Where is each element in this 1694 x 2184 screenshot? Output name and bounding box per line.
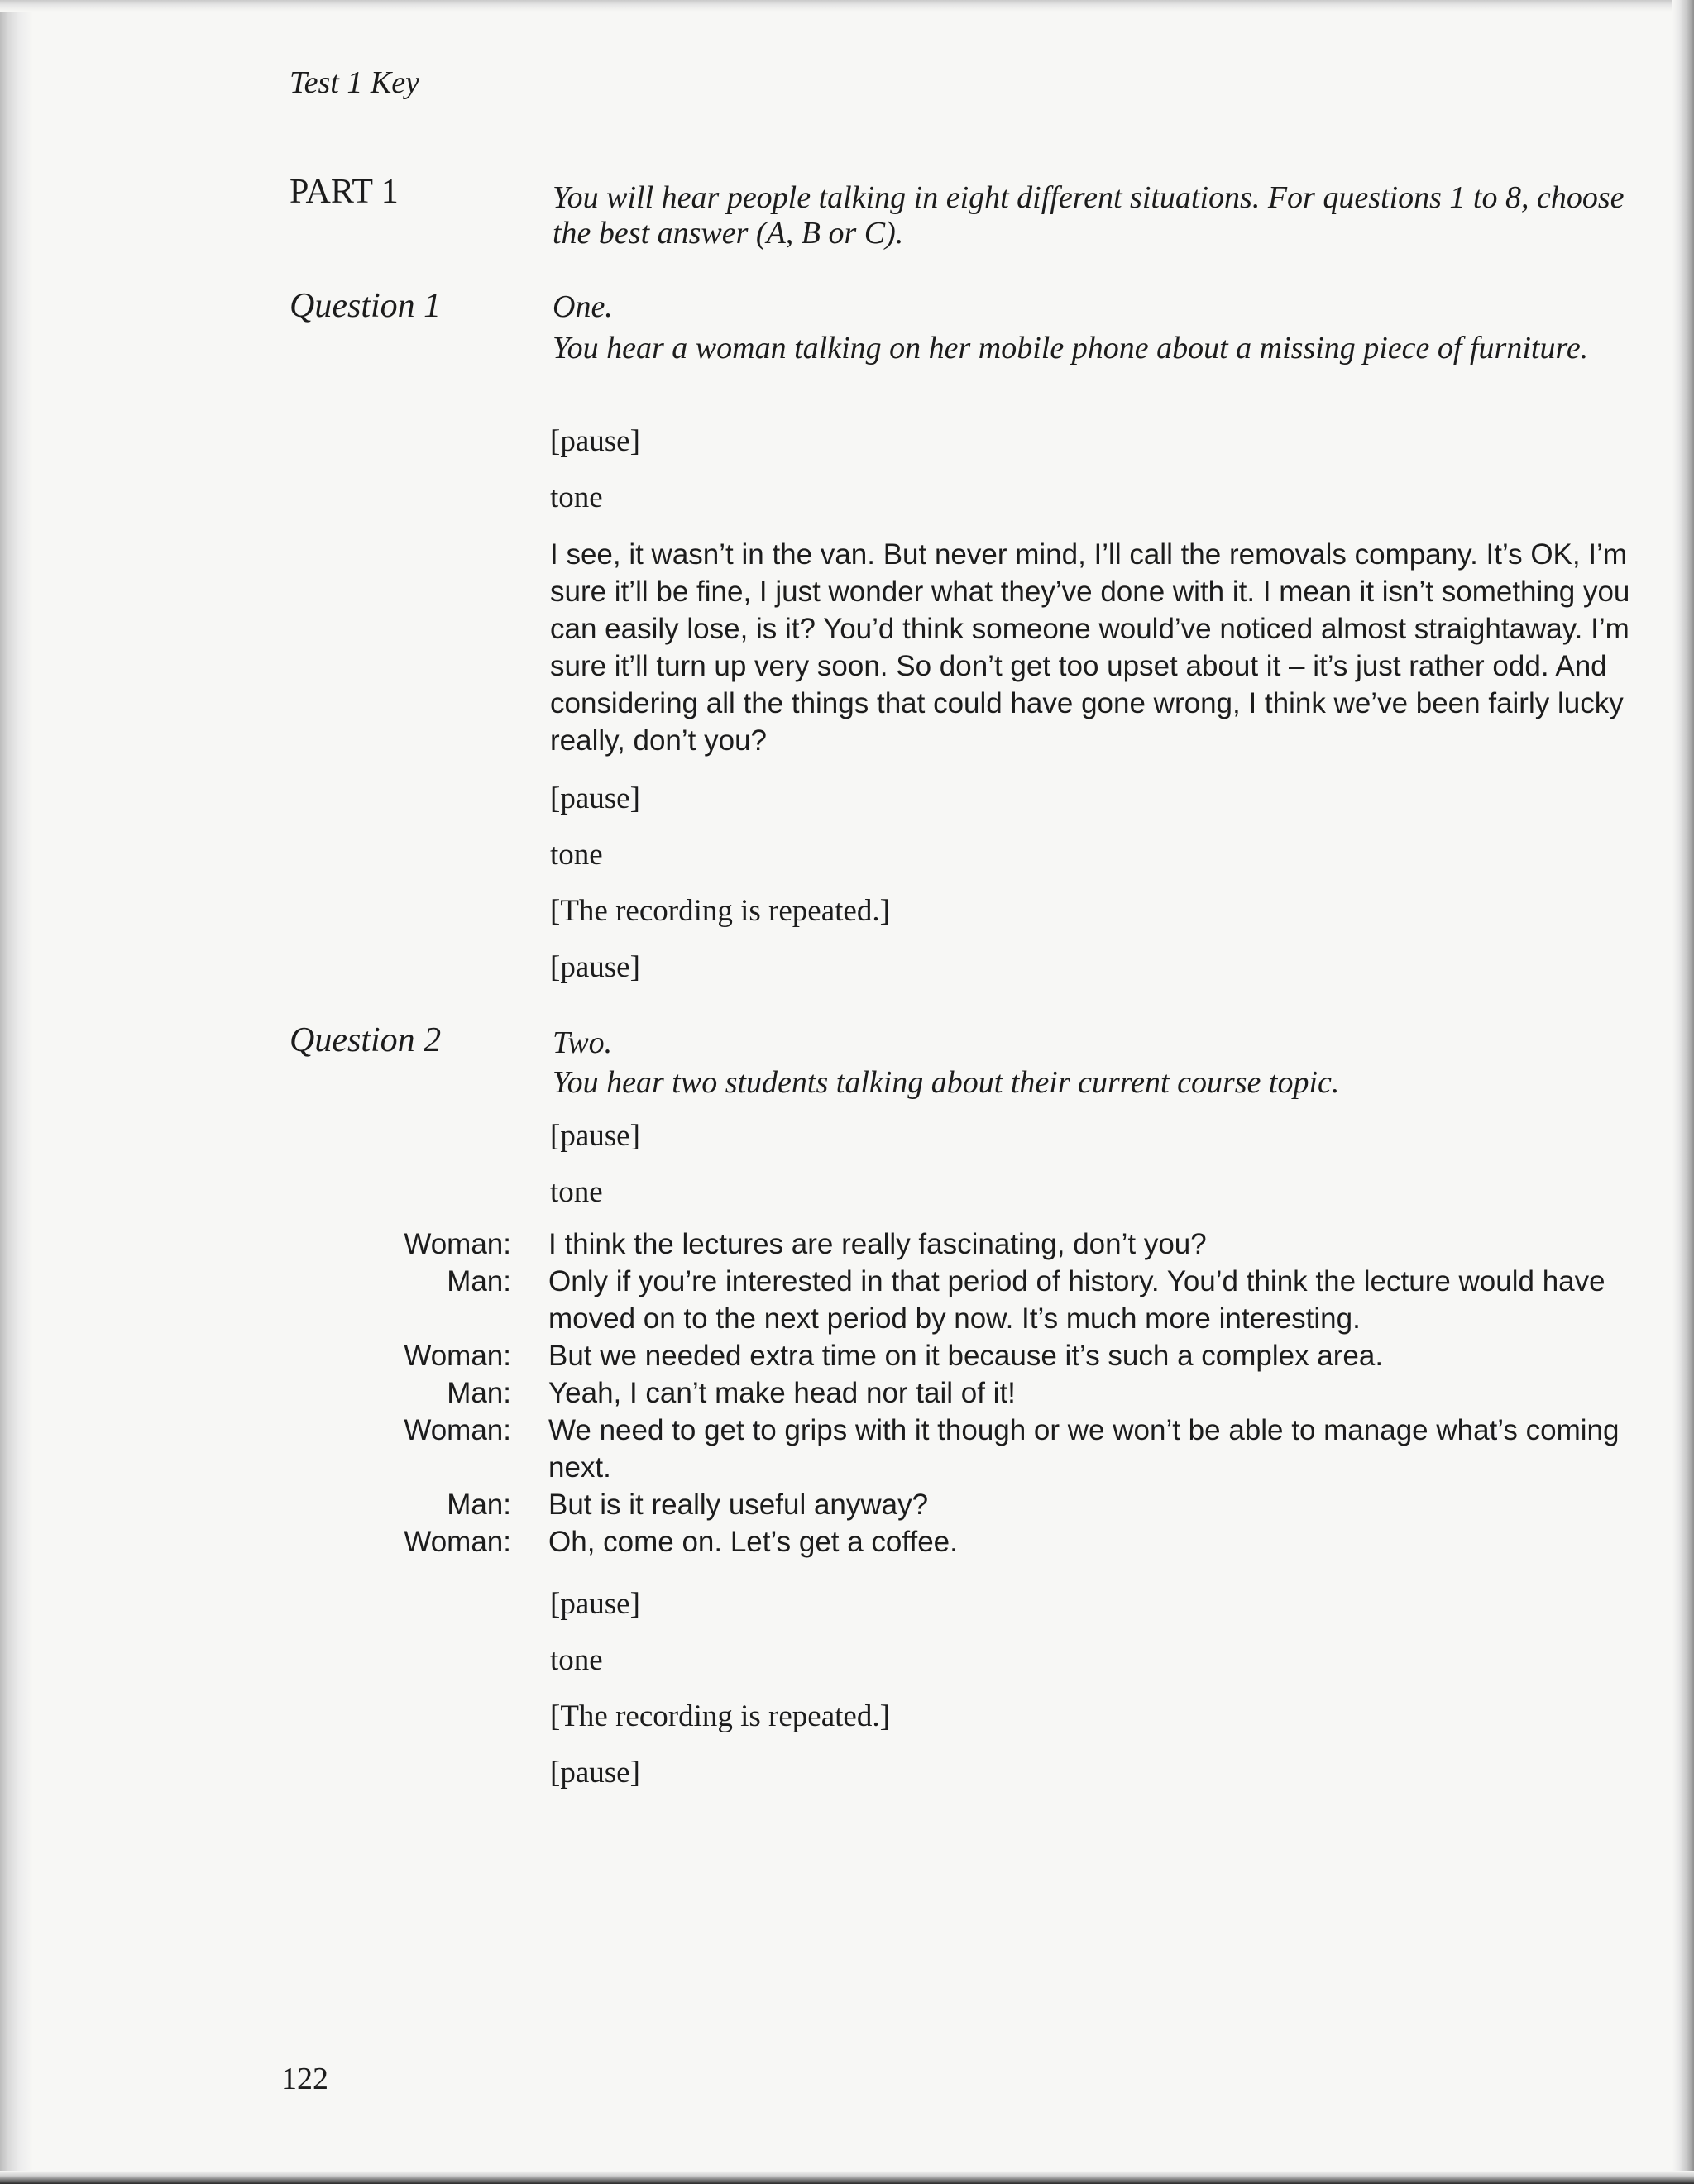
page-edge-top [0, 0, 1694, 12]
page-edge-bottom [0, 2171, 1694, 2184]
dialogue-speaker: Man: [447, 1377, 511, 1409]
page-number: 122 [281, 2062, 328, 2096]
dialogue-speaker: Woman: [404, 1414, 511, 1446]
dialogue-line: Oh, come on. Let’s get a coffee. [548, 1526, 958, 1558]
dialogue-line: I think the lectures are really fascinating, don’t you? [548, 1228, 1207, 1260]
part-label: PART 1 [290, 173, 399, 211]
dialogue-line: But is it really useful anyway? [548, 1489, 929, 1521]
question-1-context: You hear a woman talking on her mobile phone about a missing piece of furniture. [553, 331, 1589, 366]
question-2-repeat-note: [The recording is repeated.] [550, 1699, 890, 1733]
question-1-number-word: One. [553, 289, 613, 324]
dialogue-speaker: Woman: [404, 1526, 511, 1558]
question-2-tone-1: tone [550, 1175, 603, 1209]
question-2-label: Question 2 [290, 1021, 442, 1059]
page-edge-left [0, 0, 33, 2184]
dialogue-line: We need to get to grips with it though or we won’t be able to manage what’s coming next. [548, 1414, 1620, 1484]
question-1-pause-3: [pause] [550, 950, 640, 984]
dialogue-speaker: Man: [447, 1265, 511, 1297]
question-1-repeat-note: [The recording is repeated.] [550, 894, 890, 928]
dialogue-speaker: Woman: [404, 1228, 511, 1260]
running-head: Test 1 Key [290, 65, 419, 100]
question-2-tone-2: tone [550, 1643, 603, 1677]
dialogue-speaker: Man: [447, 1489, 511, 1521]
question-2-pause-3: [pause] [550, 1756, 640, 1790]
question-1-transcript: I see, it wasn’t in the van. But never mind, I’ll call the removals company. It’s OK, I’m sure it’ll be fine, I just wonder what they’ve done with it. I mean it isn’t something you can easily lose, is it? You’d think someone would’ve noticed almost straightaway. I’m sure it’ll turn up very soon. So don’t get too upset about it – it’s just rather odd. And considering all the things that could have gone wrong, I think we’ve been fairly lucky really, don’t you? [550, 538, 1630, 757]
question-2-pause-2: [pause] [550, 1587, 640, 1621]
question-2-pause-1: [pause] [550, 1119, 640, 1153]
question-2-number-word: Two. [553, 1025, 613, 1060]
dialogue-line: Only if you’re interested in that period of history. You’d think the lecture would have moved on to the next period by now. It’s much more interesting. [548, 1265, 1605, 1335]
question-1-pause-2: [pause] [550, 781, 640, 815]
dialogue-speaker: Woman: [404, 1340, 511, 1372]
dialogue-line: Yeah, I can’t make head nor tail of it! [548, 1377, 1016, 1409]
dialogue-line: But we needed extra time on it because it’s such a complex area. [548, 1340, 1384, 1372]
page-edge-right [1672, 0, 1694, 2184]
part-instructions: You will hear people talking in eight different situations. For questions 1 to 8, choose the best answer (A, B or C). [553, 180, 1625, 251]
question-2-context: You hear two students talking about their current course topic. [553, 1065, 1340, 1100]
question-1-label: Question 1 [290, 287, 442, 325]
question-1-pause-1: [pause] [550, 424, 640, 458]
question-1-tone-2: tone [550, 838, 603, 872]
question-1-tone-1: tone [550, 480, 603, 514]
